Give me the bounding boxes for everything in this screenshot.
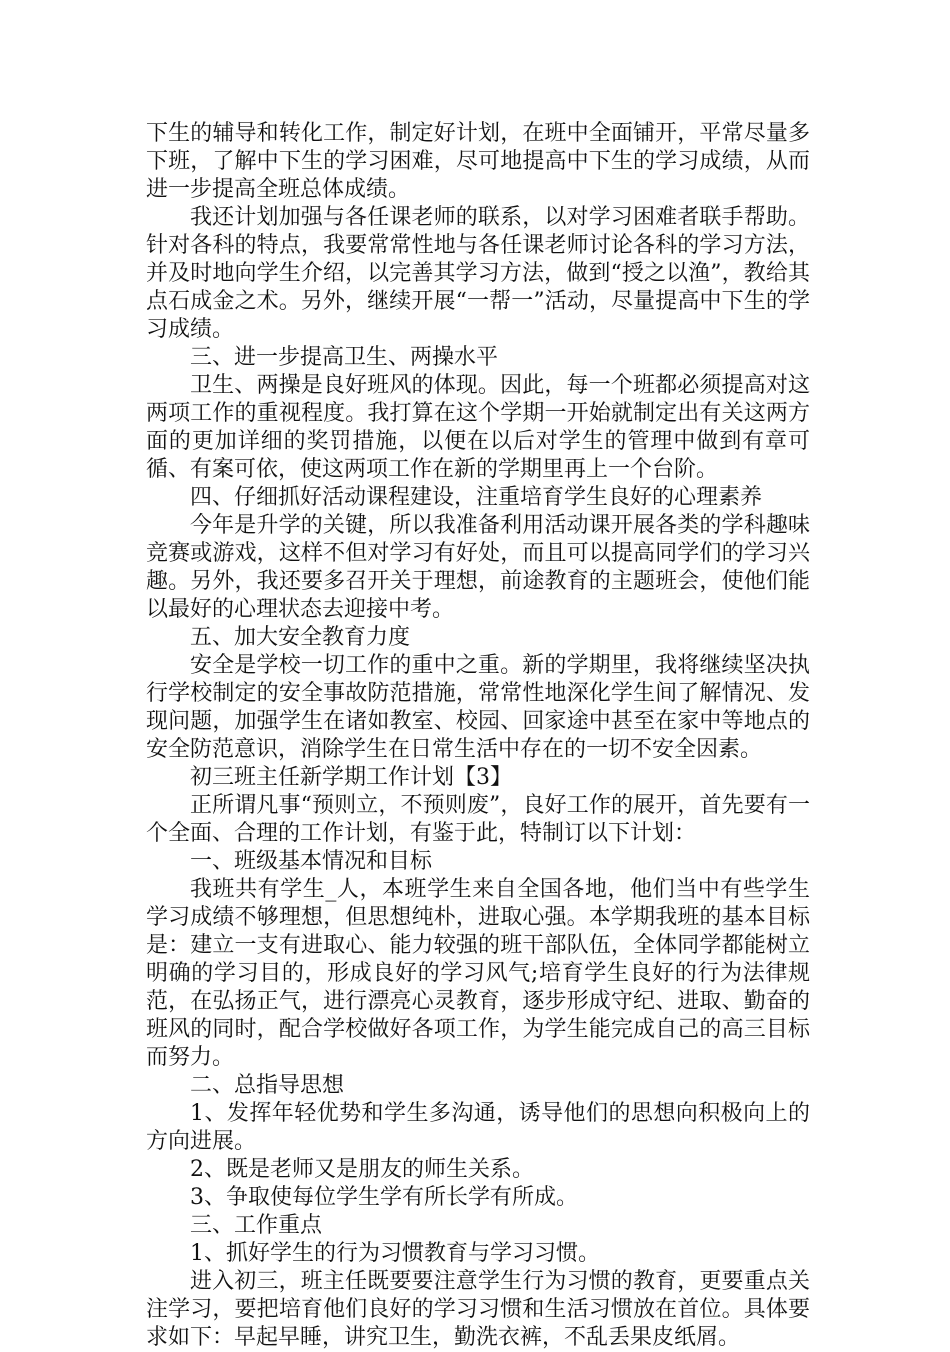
guideline-item-3: 3、争取使每位学生学有所长学有所成。 [190,1185,578,1210]
paragraph-5: 安全是学校一切工作的重中之重。新的学期里，我将继续坚决执行学校制定的安全事故防范措施，常常性地深化学生间了解情况、发现问题，加强学生在诸如教室、校园、回家途中甚至在家中等地点的安全防范意识，消除学生在日常生活中存在的一切不安全因素。 [146,653,810,762]
section-heading-4: 四、仔细抓好活动课程建设，注重培育学生良好的心理素养 [190,485,763,510]
paragraph-class-info: 我班共有学生_人，本班学生来自全国各地，他们当中有些学生学习成绩不够理想，但思想纯朴，进取心强。本学期我班的基本目标是：建立一支有进取心、能力较强的班干部队伍，全体同学都能树立明确的学习目的，形成良好的学习风气;培育学生良好的行为法律规范，在弘扬正气，进行漂亮心灵教育，逐步形成守纪、进取、勤奋的班风的同时，配合学校做好各项工作，为学生能完成自己的高三目标而努力。 [146,877,810,1070]
section-heading-focus: 三、工作重点 [190,1213,323,1238]
section-heading-1: 一、班级基本情况和目标 [190,849,433,874]
guideline-item-2: 2、既是老师又是朋友的师生关系。 [190,1157,534,1182]
paragraph-3: 卫生、两操是良好班风的体现。因此，每一个班都必须提高对这两项工作的重视程度。我打算在这个学期一开始就制定出有关这两方面的更加详细的奖罚措施，以便在以后对学生的管理中做到有章可循、有案可依，使这两项工作在新的学期里再上一个台阶。 [146,373,810,482]
paragraph-last: 进入初三，班主任既要要注意学生行为习惯的教育，更要重点关注学习，要把培育他们良好的学习习惯和生活习惯放在首位。具体要求如下：早起早睡，讲究卫生，勤洗衣裤，不乱丢果皮纸屑。 [146,1269,810,1350]
paragraph-1: 下生的辅导和转化工作，制定好计划，在班中全面铺开，平常尽量多下班，了解中下生的学习困难，尽可地提高中下生的学习成绩，从而进一步提高全班总体成绩。 [146,121,810,202]
section-heading-3: 三、进一步提高卫生、两操水平 [190,345,499,370]
paragraph-intro: 正所谓凡事“预则立，不预则废”，良好工作的展开，首先要有一个全面、合理的工作计划，有鉴于此，特制订以下计划： [146,793,810,846]
section-heading-2: 二、总指导思想 [190,1073,345,1098]
article-title: 初三班主任新学期工作计划【3】 [190,765,512,790]
paragraph-2: 我还计划加强与各任课老师的联系，以对学习困难者联手帮助。针对各科的特点，我要常常性地与各任课老师讨论各科的学习方法，并及时地向学生介绍，以完善其学习方法，做到“授之以渔”，教给其点石成金之术。另外，继续开展“一帮一”活动，尽量提高中下生的学习成绩。 [146,205,810,342]
guideline-item-1: 1、发挥年轻优势和学生多沟通，诱导他们的思想向积极向上的方向进展。 [146,1101,810,1154]
focus-item-1: 1、抓好学生的行为习惯教育与学习习惯。 [190,1241,600,1266]
paragraph-4: 今年是升学的关键，所以我准备利用活动课开展各类的学科趣味竞赛或游戏，这样不但对学习有好处，而且可以提高同学们的学习兴趣。另外，我还要多召开关于理想，前途教育的主题班会，使他们能以最好的心理状态去迎接中考。 [146,513,810,622]
section-heading-5: 五、加大安全教育力度 [190,625,411,650]
document-page [146,120,810,1352]
